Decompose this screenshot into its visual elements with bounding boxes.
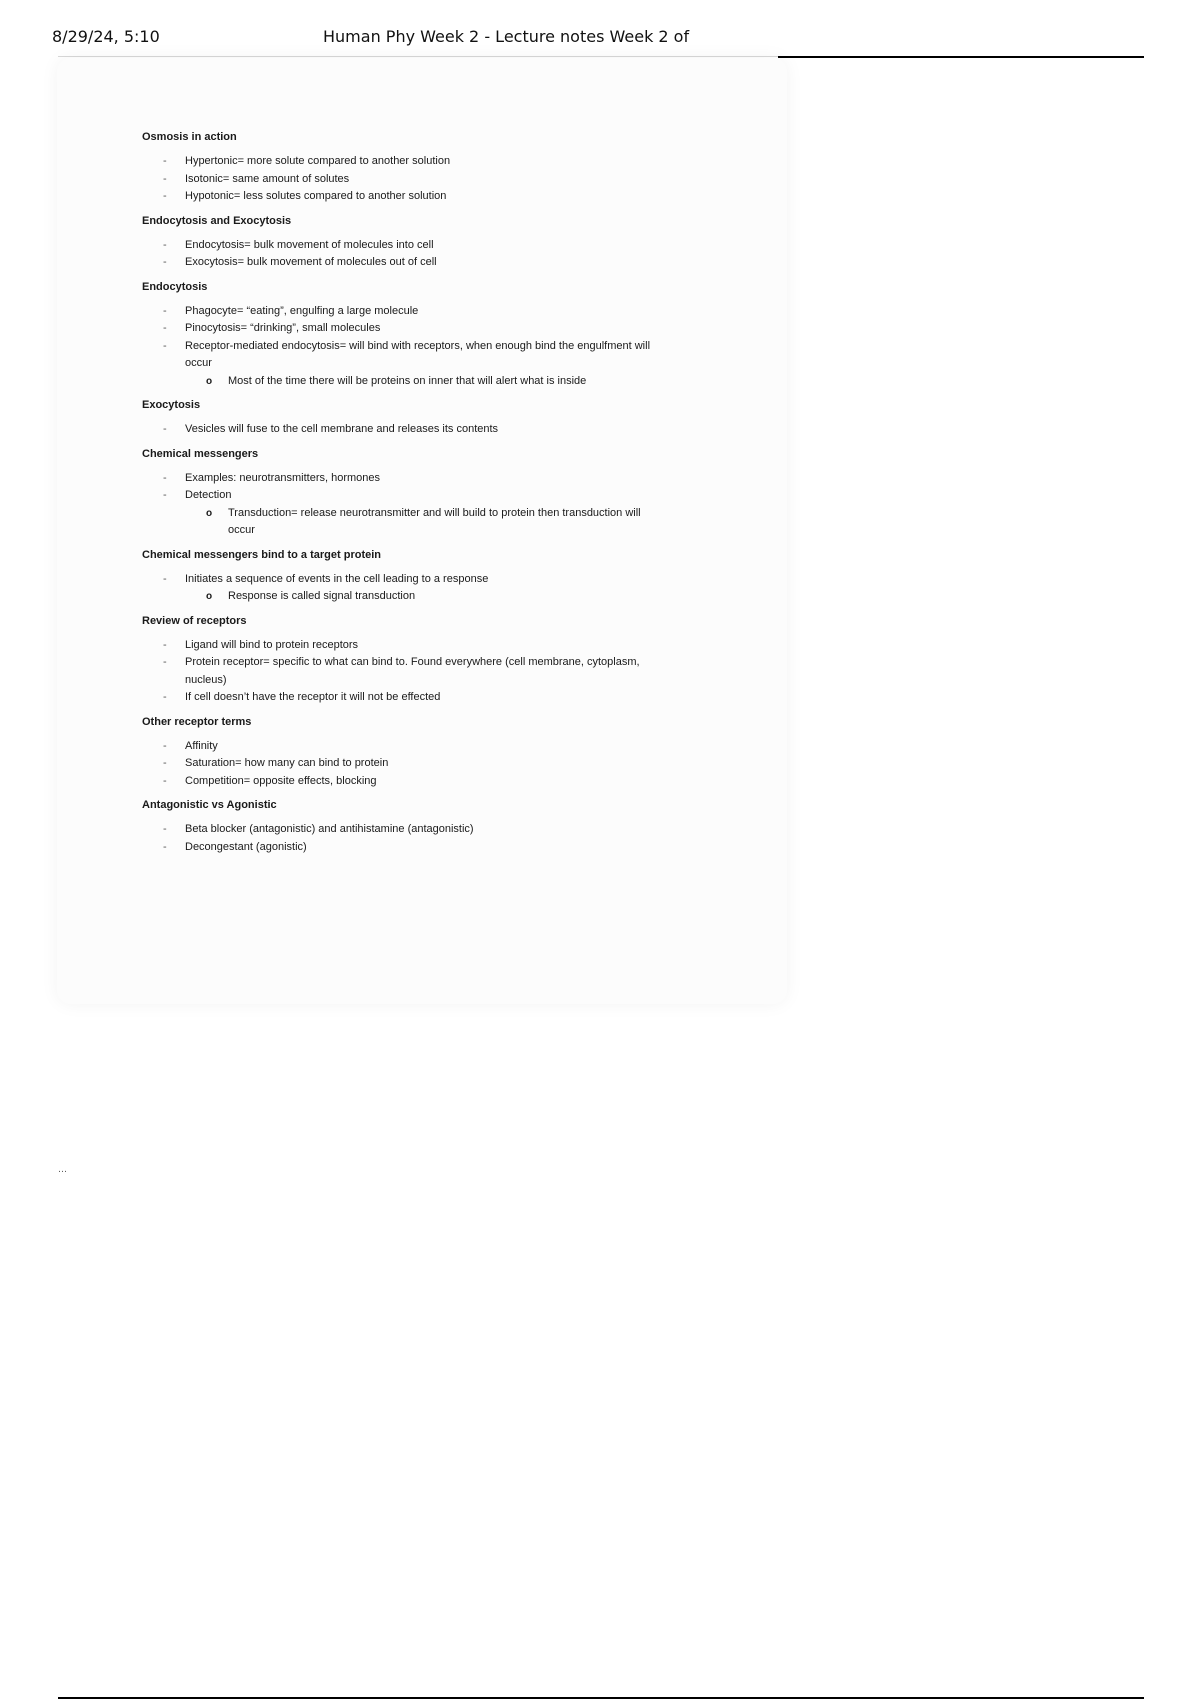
bullet-item bbox=[142, 839, 655, 857]
header-date: 8/29/24, 5:10 bbox=[52, 27, 160, 46]
sub-bullet-item: o Most of the time there will be proteins on inner that will alert what is inside bbox=[184, 373, 655, 391]
bullet-item bbox=[142, 171, 655, 189]
sub-bullet-item: o Response is called signal transduction bbox=[184, 588, 655, 606]
bullet-text: Phagocyte= “eating”, engulfing a large molecule bbox=[185, 304, 419, 317]
bullet-item bbox=[142, 571, 655, 606]
bullet-item bbox=[142, 153, 655, 171]
bullet-text: Examples: neurotransmitters, hormones bbox=[185, 471, 381, 484]
bullet-item bbox=[142, 487, 655, 540]
bullet-item bbox=[142, 320, 655, 338]
stray-text: … bbox=[58, 1165, 68, 1175]
header-divider bbox=[778, 56, 1144, 58]
bullet-item bbox=[142, 773, 655, 791]
bullet-text: Vesicles will fuse to the cell membrane and releases its contents bbox=[185, 423, 499, 435]
bullet-text: Receptor-mediated endocytosis= will bind with receptors, when enough bind the engulfment will occur bbox=[185, 339, 651, 369]
sub-bullet-list bbox=[185, 373, 655, 391]
sub-bullet-list bbox=[185, 505, 655, 540]
bullet-item bbox=[142, 338, 655, 391]
bullet-list bbox=[142, 421, 702, 439]
bullet-list bbox=[142, 571, 702, 606]
bullet-item bbox=[142, 821, 655, 839]
bullet-list bbox=[142, 821, 702, 856]
bullet-list bbox=[142, 237, 702, 272]
section-heading: Other receptor terms bbox=[142, 715, 252, 728]
bullet-text: Initiates a sequence of events in the cell leading to a response bbox=[185, 572, 489, 585]
bullet-text: Detection bbox=[185, 489, 232, 501]
bullet-item bbox=[142, 637, 655, 655]
bullet-item bbox=[142, 303, 655, 321]
bullet-item bbox=[142, 188, 655, 206]
bullet-text: Affinity bbox=[185, 739, 218, 752]
section-heading: Chemical messengers bind to a target protein bbox=[142, 548, 382, 561]
section-heading: Review of receptors bbox=[142, 614, 247, 627]
section-heading: Chemical messengers bbox=[142, 447, 259, 460]
bullet-text: Pinocytosis= “drinking”, small molecules bbox=[185, 322, 381, 334]
bullet-list bbox=[142, 303, 702, 391]
section-heading: Endocytosis and Exocytosis bbox=[142, 214, 292, 227]
bullet-item bbox=[142, 654, 655, 689]
section-heading: Exocytosis bbox=[142, 399, 201, 411]
bullet-text: Ligand will bind to protein receptors bbox=[185, 638, 359, 651]
bullet-text: Saturation= how many can bind to protein bbox=[185, 757, 389, 769]
bullet-list bbox=[142, 153, 702, 206]
bullet-text: Hypotonic= less solutes compared to another solution bbox=[185, 190, 447, 202]
section-heading: Endocytosis bbox=[142, 280, 208, 293]
bullet-item bbox=[142, 421, 655, 439]
bullet-list bbox=[142, 637, 702, 707]
section-heading: Osmosis in action bbox=[142, 131, 237, 143]
bullet-item bbox=[142, 738, 655, 756]
bullet-text: Decongestant (agonistic) bbox=[185, 840, 307, 853]
bullet-item bbox=[142, 689, 655, 707]
bullet-text: Competition= opposite effects, blocking bbox=[185, 774, 377, 787]
bullet-item bbox=[142, 237, 655, 255]
lecture-notes-content bbox=[142, 130, 702, 864]
bullet-list bbox=[142, 470, 702, 540]
bullet-item bbox=[142, 755, 655, 773]
bullet-text: Isotonic= same amount of solutes bbox=[185, 172, 350, 185]
bullet-item bbox=[142, 254, 655, 272]
bullet-text: Hypertonic= more solute compared to another solution bbox=[185, 155, 451, 167]
header-title: Human Phy Week 2 - Lecture notes Week 2 of bbox=[323, 27, 690, 46]
sub-bullet-item: o Transduction= release neurotransmitter and will build to protein then transduction will occur bbox=[184, 505, 655, 540]
bullet-text: If cell doesn’t have the receptor it will not be effected bbox=[185, 691, 441, 703]
footer-divider bbox=[58, 1697, 1144, 1699]
section-heading: Antagonistic vs Agonistic bbox=[142, 799, 277, 811]
bullet-text: Endocytosis= bulk movement of molecules into cell bbox=[185, 238, 434, 251]
bullet-item bbox=[142, 470, 655, 488]
sub-bullet-list bbox=[185, 588, 655, 606]
bullet-list bbox=[142, 738, 702, 791]
bullet-text: Beta blocker (antagonistic) and antihistamine (antagonistic) bbox=[185, 823, 474, 835]
bullet-text: Exocytosis= bulk movement of molecules out of cell bbox=[185, 256, 437, 268]
bullet-text: Protein receptor= specific to what can bind to. Found everywhere (cell membrane, cytoplasm, nucleus) bbox=[185, 656, 640, 686]
header-divider-light bbox=[58, 56, 778, 57]
